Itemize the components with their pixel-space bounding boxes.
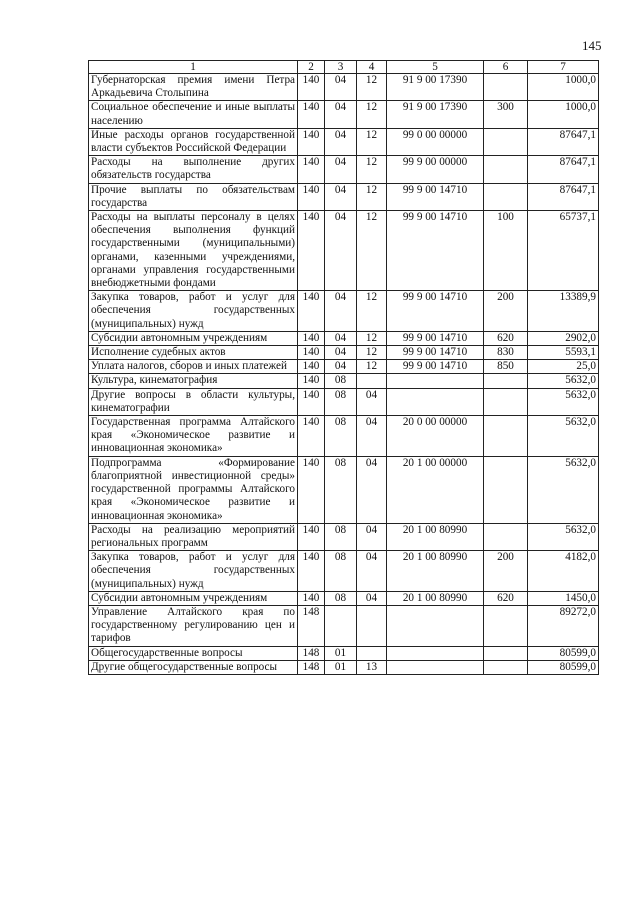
cell-target-item-code: 99 9 00 14710 xyxy=(387,291,484,332)
cell-amount: 87647,1 xyxy=(528,183,599,210)
cell-section-code: 04 xyxy=(325,183,357,210)
cell-amount: 5632,0 xyxy=(528,416,599,457)
cell-target-item-code xyxy=(387,374,484,388)
cell-amount: 4182,0 xyxy=(528,551,599,592)
table-row xyxy=(89,101,599,128)
cell-subsection-code: 12 xyxy=(357,291,387,332)
cell-item-name: Уплата налогов, сборов и иных платежей xyxy=(89,360,298,374)
cell-ministry-code: 140 xyxy=(298,346,325,360)
cell-ministry-code: 140 xyxy=(298,74,325,101)
cell-subsection-code: 12 xyxy=(357,156,387,183)
header-row xyxy=(89,61,599,74)
cell-target-item-code: 99 0 00 00000 xyxy=(387,128,484,155)
table-row xyxy=(89,388,599,415)
table-row xyxy=(89,346,599,360)
cell-amount: 1450,0 xyxy=(528,591,599,605)
table-row xyxy=(89,660,599,674)
cell-section-code: 04 xyxy=(325,291,357,332)
cell-item-name: Исполнение судебных актов xyxy=(89,346,298,360)
cell-item-name: Прочие выплаты по обязательствам государства xyxy=(89,183,298,210)
table-row xyxy=(89,591,599,605)
col-header-1: 1 xyxy=(89,61,298,74)
cell-expense-type-code xyxy=(484,605,528,646)
cell-ministry-code: 140 xyxy=(298,291,325,332)
cell-target-item-code xyxy=(387,605,484,646)
cell-ministry-code: 140 xyxy=(298,101,325,128)
col-header-2: 2 xyxy=(298,61,325,74)
cell-target-item-code: 20 1 00 80990 xyxy=(387,551,484,592)
cell-amount: 87647,1 xyxy=(528,128,599,155)
cell-amount: 1000,0 xyxy=(528,101,599,128)
cell-target-item-code: 99 9 00 14710 xyxy=(387,346,484,360)
cell-expense-type-code xyxy=(484,156,528,183)
cell-target-item-code: 99 9 00 14710 xyxy=(387,331,484,345)
cell-ministry-code: 140 xyxy=(298,211,325,291)
cell-subsection-code: 04 xyxy=(357,591,387,605)
cell-target-item-code: 20 0 00 00000 xyxy=(387,416,484,457)
cell-expense-type-code xyxy=(484,646,528,660)
cell-ministry-code: 140 xyxy=(298,183,325,210)
cell-section-code: 08 xyxy=(325,416,357,457)
cell-section-code: 08 xyxy=(325,456,357,523)
table-row xyxy=(89,291,599,332)
cell-expense-type-code xyxy=(484,523,528,550)
cell-section-code: 04 xyxy=(325,156,357,183)
cell-ministry-code: 140 xyxy=(298,416,325,457)
cell-subsection-code: 04 xyxy=(357,456,387,523)
col-header-3: 3 xyxy=(325,61,357,74)
cell-target-item-code: 99 9 00 14710 xyxy=(387,183,484,210)
cell-item-name: Управление Алтайского края по государственному регулированию цен и тарифов xyxy=(89,605,298,646)
col-header-5: 5 xyxy=(387,61,484,74)
cell-amount: 80599,0 xyxy=(528,660,599,674)
cell-item-name: Субсидии автономным учреждениям xyxy=(89,591,298,605)
table-row xyxy=(89,183,599,210)
cell-expense-type-code xyxy=(484,416,528,457)
table-row xyxy=(89,646,599,660)
page-number: 145 xyxy=(582,38,602,53)
col-header-6: 6 xyxy=(484,61,528,74)
cell-ministry-code: 140 xyxy=(298,551,325,592)
cell-item-name: Социальное обеспечение и иные выплаты населению xyxy=(89,101,298,128)
cell-ministry-code: 140 xyxy=(298,388,325,415)
cell-section-code: 01 xyxy=(325,660,357,674)
cell-amount: 5632,0 xyxy=(528,456,599,523)
cell-ministry-code: 148 xyxy=(298,605,325,646)
cell-section-code: 01 xyxy=(325,646,357,660)
cell-item-name: Другие общегосударственные вопросы xyxy=(89,660,298,674)
cell-expense-type-code: 850 xyxy=(484,360,528,374)
cell-item-name: Расходы на выполнение других обязательств государства xyxy=(89,156,298,183)
cell-expense-type-code: 830 xyxy=(484,346,528,360)
cell-amount: 80599,0 xyxy=(528,646,599,660)
cell-subsection-code: 12 xyxy=(357,128,387,155)
cell-target-item-code xyxy=(387,646,484,660)
cell-amount: 1000,0 xyxy=(528,74,599,101)
cell-amount: 5632,0 xyxy=(528,374,599,388)
table-row xyxy=(89,551,599,592)
cell-expense-type-code xyxy=(484,128,528,155)
cell-item-name: Другие вопросы в области культуры, кинематографии xyxy=(89,388,298,415)
cell-target-item-code: 91 9 00 17390 xyxy=(387,74,484,101)
cell-subsection-code: 04 xyxy=(357,388,387,415)
cell-subsection-code: 04 xyxy=(357,523,387,550)
cell-ministry-code: 140 xyxy=(298,360,325,374)
cell-section-code: 04 xyxy=(325,74,357,101)
table-row xyxy=(89,331,599,345)
cell-item-name: Культура, кинематография xyxy=(89,374,298,388)
table-row xyxy=(89,416,599,457)
cell-subsection-code: 12 xyxy=(357,74,387,101)
table-row xyxy=(89,456,599,523)
cell-expense-type-code xyxy=(484,456,528,523)
cell-ministry-code: 140 xyxy=(298,591,325,605)
cell-section-code: 08 xyxy=(325,523,357,550)
cell-subsection-code: 13 xyxy=(357,660,387,674)
table-row xyxy=(89,128,599,155)
cell-section-code: 04 xyxy=(325,331,357,345)
cell-subsection-code xyxy=(357,646,387,660)
cell-target-item-code: 99 9 00 00000 xyxy=(387,156,484,183)
cell-ministry-code: 140 xyxy=(298,523,325,550)
cell-item-name: Государственная программа Алтайского края «Экономическое развитие и инновационная экономика» xyxy=(89,416,298,457)
cell-subsection-code: 12 xyxy=(357,101,387,128)
cell-subsection-code: 12 xyxy=(357,211,387,291)
cell-ministry-code: 140 xyxy=(298,374,325,388)
col-header-7: 7 xyxy=(528,61,599,74)
cell-subsection-code xyxy=(357,374,387,388)
cell-amount: 65737,1 xyxy=(528,211,599,291)
cell-item-name: Иные расходы органов государственной власти субъектов Российской Федерации xyxy=(89,128,298,155)
cell-target-item-code xyxy=(387,660,484,674)
cell-subsection-code: 12 xyxy=(357,183,387,210)
cell-amount: 5632,0 xyxy=(528,523,599,550)
cell-expense-type-code: 620 xyxy=(484,331,528,345)
cell-ministry-code: 148 xyxy=(298,660,325,674)
cell-subsection-code: 04 xyxy=(357,416,387,457)
table-body xyxy=(89,74,599,675)
cell-item-name: Подпрограмма «Формирование благоприятной инвестиционной среды» государственной программы Алтайского края «Экономическое развитие и инновационная экономика» xyxy=(89,456,298,523)
cell-section-code: 08 xyxy=(325,388,357,415)
cell-section-code: 04 xyxy=(325,346,357,360)
budget-table xyxy=(88,60,599,675)
cell-item-name: Закупка товаров, работ и услуг для обеспечения государственных (муниципальных) нужд xyxy=(89,551,298,592)
cell-target-item-code: 99 9 00 14710 xyxy=(387,360,484,374)
cell-item-name: Расходы на выплаты персоналу в целях обеспечения выполнения функций государственными (муниципальными) органами, казенными учреждениями, органами управления государственными внебюджетными фондами xyxy=(89,211,298,291)
table-row xyxy=(89,211,599,291)
cell-expense-type-code: 620 xyxy=(484,591,528,605)
cell-ministry-code: 140 xyxy=(298,456,325,523)
cell-amount: 13389,9 xyxy=(528,291,599,332)
cell-expense-type-code: 100 xyxy=(484,211,528,291)
cell-section-code: 04 xyxy=(325,101,357,128)
table-row xyxy=(89,605,599,646)
cell-section-code: 08 xyxy=(325,591,357,605)
table-row xyxy=(89,374,599,388)
cell-amount: 25,0 xyxy=(528,360,599,374)
cell-section-code xyxy=(325,605,357,646)
cell-section-code: 08 xyxy=(325,551,357,592)
cell-amount: 2902,0 xyxy=(528,331,599,345)
cell-expense-type-code: 200 xyxy=(484,551,528,592)
cell-amount: 89272,0 xyxy=(528,605,599,646)
cell-item-name: Общегосударственные вопросы xyxy=(89,646,298,660)
cell-ministry-code: 148 xyxy=(298,646,325,660)
cell-ministry-code: 140 xyxy=(298,128,325,155)
cell-subsection-code xyxy=(357,605,387,646)
table-row xyxy=(89,360,599,374)
cell-expense-type-code xyxy=(484,388,528,415)
cell-ministry-code: 140 xyxy=(298,156,325,183)
cell-expense-type-code: 200 xyxy=(484,291,528,332)
cell-target-item-code: 20 1 00 00000 xyxy=(387,456,484,523)
cell-amount: 87647,1 xyxy=(528,156,599,183)
cell-target-item-code: 99 9 00 14710 xyxy=(387,211,484,291)
table-row xyxy=(89,523,599,550)
cell-item-name: Закупка товаров, работ и услуг для обеспечения государственных (муниципальных) нужд xyxy=(89,291,298,332)
cell-expense-type-code xyxy=(484,74,528,101)
table-row xyxy=(89,74,599,101)
cell-expense-type-code xyxy=(484,660,528,674)
cell-amount: 5632,0 xyxy=(528,388,599,415)
cell-subsection-code: 12 xyxy=(357,360,387,374)
cell-target-item-code xyxy=(387,388,484,415)
cell-amount: 5593,1 xyxy=(528,346,599,360)
cell-section-code: 04 xyxy=(325,128,357,155)
cell-expense-type-code xyxy=(484,374,528,388)
cell-target-item-code: 20 1 00 80990 xyxy=(387,591,484,605)
cell-subsection-code: 12 xyxy=(357,331,387,345)
cell-section-code: 08 xyxy=(325,374,357,388)
cell-target-item-code: 20 1 00 80990 xyxy=(387,523,484,550)
cell-subsection-code: 04 xyxy=(357,551,387,592)
cell-section-code: 04 xyxy=(325,211,357,291)
cell-item-name: Субсидии автономным учреждениям xyxy=(89,331,298,345)
cell-target-item-code: 91 9 00 17390 xyxy=(387,101,484,128)
cell-subsection-code: 12 xyxy=(357,346,387,360)
cell-ministry-code: 140 xyxy=(298,331,325,345)
cell-expense-type-code xyxy=(484,183,528,210)
col-header-4: 4 xyxy=(357,61,387,74)
cell-expense-type-code: 300 xyxy=(484,101,528,128)
cell-item-name: Губернаторская премия имени Петра Аркадьевича Столыпина xyxy=(89,74,298,101)
cell-section-code: 04 xyxy=(325,360,357,374)
cell-item-name: Расходы на реализацию мероприятий региональных программ xyxy=(89,523,298,550)
table-row xyxy=(89,156,599,183)
